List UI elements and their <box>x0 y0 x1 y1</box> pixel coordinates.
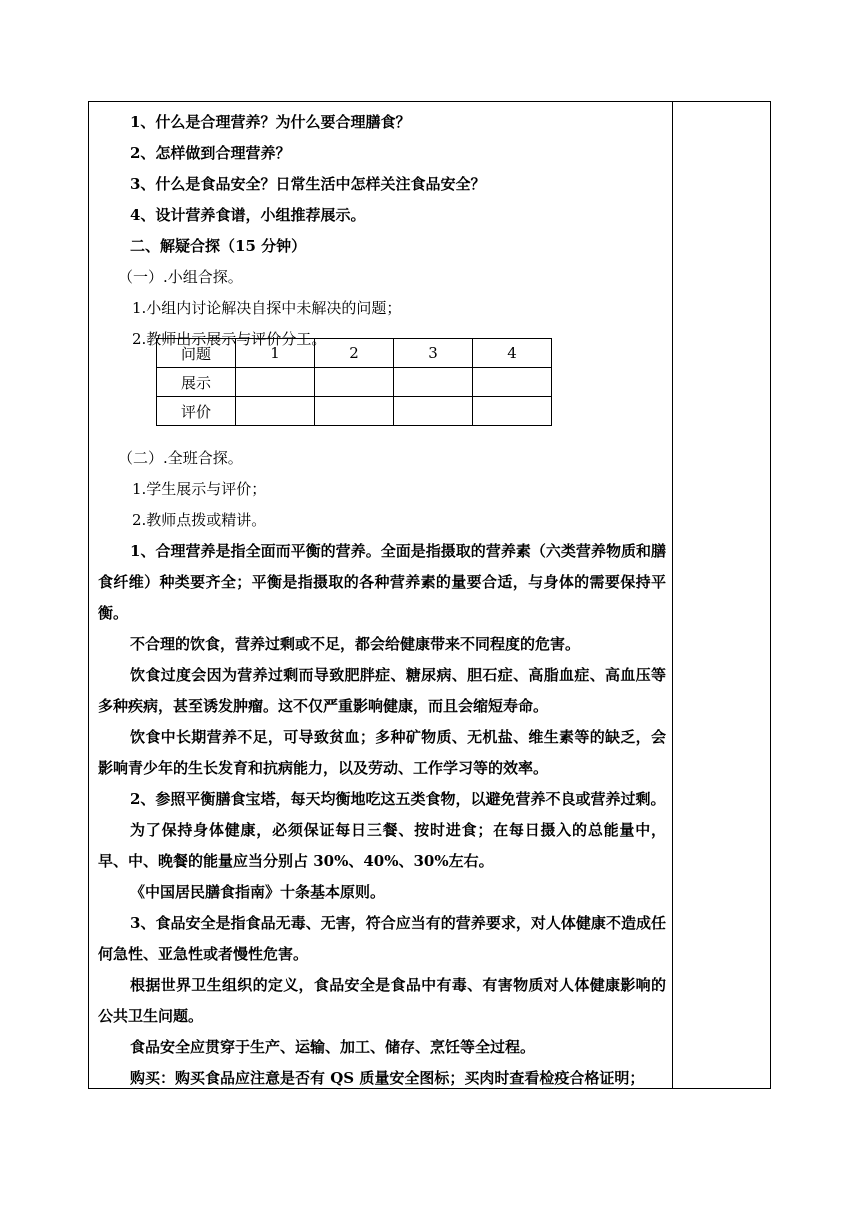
paragraph-11: 购买：购买食品应注意是否有 QS 质量安全图标；买肉时查看检疫合格证明； <box>130 1069 645 1087</box>
paragraph-4: 饮食中长期营养不足，可导致贫血；多种矿物质、无机盐、维生素等的缺乏，会影响青少年的生长发育和抗病能力，以及劳动、工作学习等的效率。 <box>98 728 666 777</box>
question-2: 2、怎样做到合理营养？ <box>130 144 291 162</box>
class-item-1: 1.学生展示与评价； <box>132 480 267 498</box>
group-discussion-title: （一）.小组合探。 <box>118 268 243 286</box>
question-1: 1、什么是合理营养？为什么要合理膳食？ <box>130 113 411 131</box>
class-item-2: 2.教师点拨或精讲。 <box>132 511 267 529</box>
table-cell <box>236 397 315 426</box>
table-row-label: 评价 <box>157 397 236 426</box>
section-2-title: 二、解疑合探（15 分钟） <box>130 237 307 255</box>
table-cell <box>236 368 315 397</box>
question-3: 3、什么是食品安全？日常生活中怎样关注食品安全？ <box>130 175 486 193</box>
table-row <box>157 397 552 426</box>
class-discussion-title: （二）.全班合探。 <box>118 449 243 467</box>
group-item-2: 2.教师出示展示与评价分工。 <box>132 330 327 348</box>
paragraph-1: 1、合理营养是指全面而平衡的营养。全面是指摄取的营养素（六类营养物质和膳食纤维）种类要齐全；平衡是指摄取的各种营养素的量要合适，与身体的需要保持平衡。 <box>98 542 666 622</box>
question-4: 4、设计营养食谱，小组推荐展示。 <box>130 206 366 224</box>
table-header-cell: 问题 <box>157 339 236 368</box>
table-header-cell: 1 <box>236 339 315 368</box>
table-cell <box>473 397 552 426</box>
paragraph-2: 不合理的饮食，营养过剩或不足，都会给健康带来不同程度的危害。 <box>130 635 581 653</box>
table-header-cell: 3 <box>394 339 473 368</box>
table-cell <box>315 397 394 426</box>
table-row-label: 展示 <box>157 368 236 397</box>
table-cell <box>315 368 394 397</box>
table-header-cell: 4 <box>473 339 552 368</box>
table-header-row <box>157 339 552 368</box>
table-header-cell: 2 <box>315 339 394 368</box>
column-divider <box>672 101 673 1089</box>
table-row <box>157 368 552 397</box>
paragraph-3: 饮食过度会因为营养过剩而导致肥胖症、糖尿病、胆石症、高脂血症、高血压等多种疾病，甚至诱发肿瘤。这不仅严重影响健康，而且会缩短寿命。 <box>98 666 666 715</box>
table-cell <box>394 397 473 426</box>
paragraph-5: 2、参照平衡膳食宝塔，每天均衡地吃这五类食物，以避免营养不良或营养过剩。 <box>130 790 666 808</box>
paragraph-7: 《中国居民膳食指南》十条基本原则。 <box>130 883 386 901</box>
table-cell <box>394 368 473 397</box>
table-cell <box>473 368 552 397</box>
paragraph-10: 食品安全应贯穿于生产、运输、加工、储存、烹饪等全过程。 <box>130 1038 536 1056</box>
paragraph-8: 3、食品安全是指食品无毒、无害，符合应当有的营养要求，对人体健康不造成任何急性、亚急性或者慢性危害。 <box>98 914 666 963</box>
paragraph-9: 根据世界卫生组织的定义，食品安全是食品中有毒、有害物质对人体健康影响的公共卫生问题。 <box>98 976 666 1025</box>
paragraph-6: 为了保持身体健康，必须保证每日三餐、按时进食；在每日摄入的总能量中，早、中、晚餐的能量应当分别占 30%、40%、30%左右。 <box>98 821 666 870</box>
lesson-content <box>98 107 666 1094</box>
group-item-1: 1.小组内讨论解决自探中未解决的问题； <box>132 299 402 317</box>
task-assignment-table <box>156 338 552 426</box>
